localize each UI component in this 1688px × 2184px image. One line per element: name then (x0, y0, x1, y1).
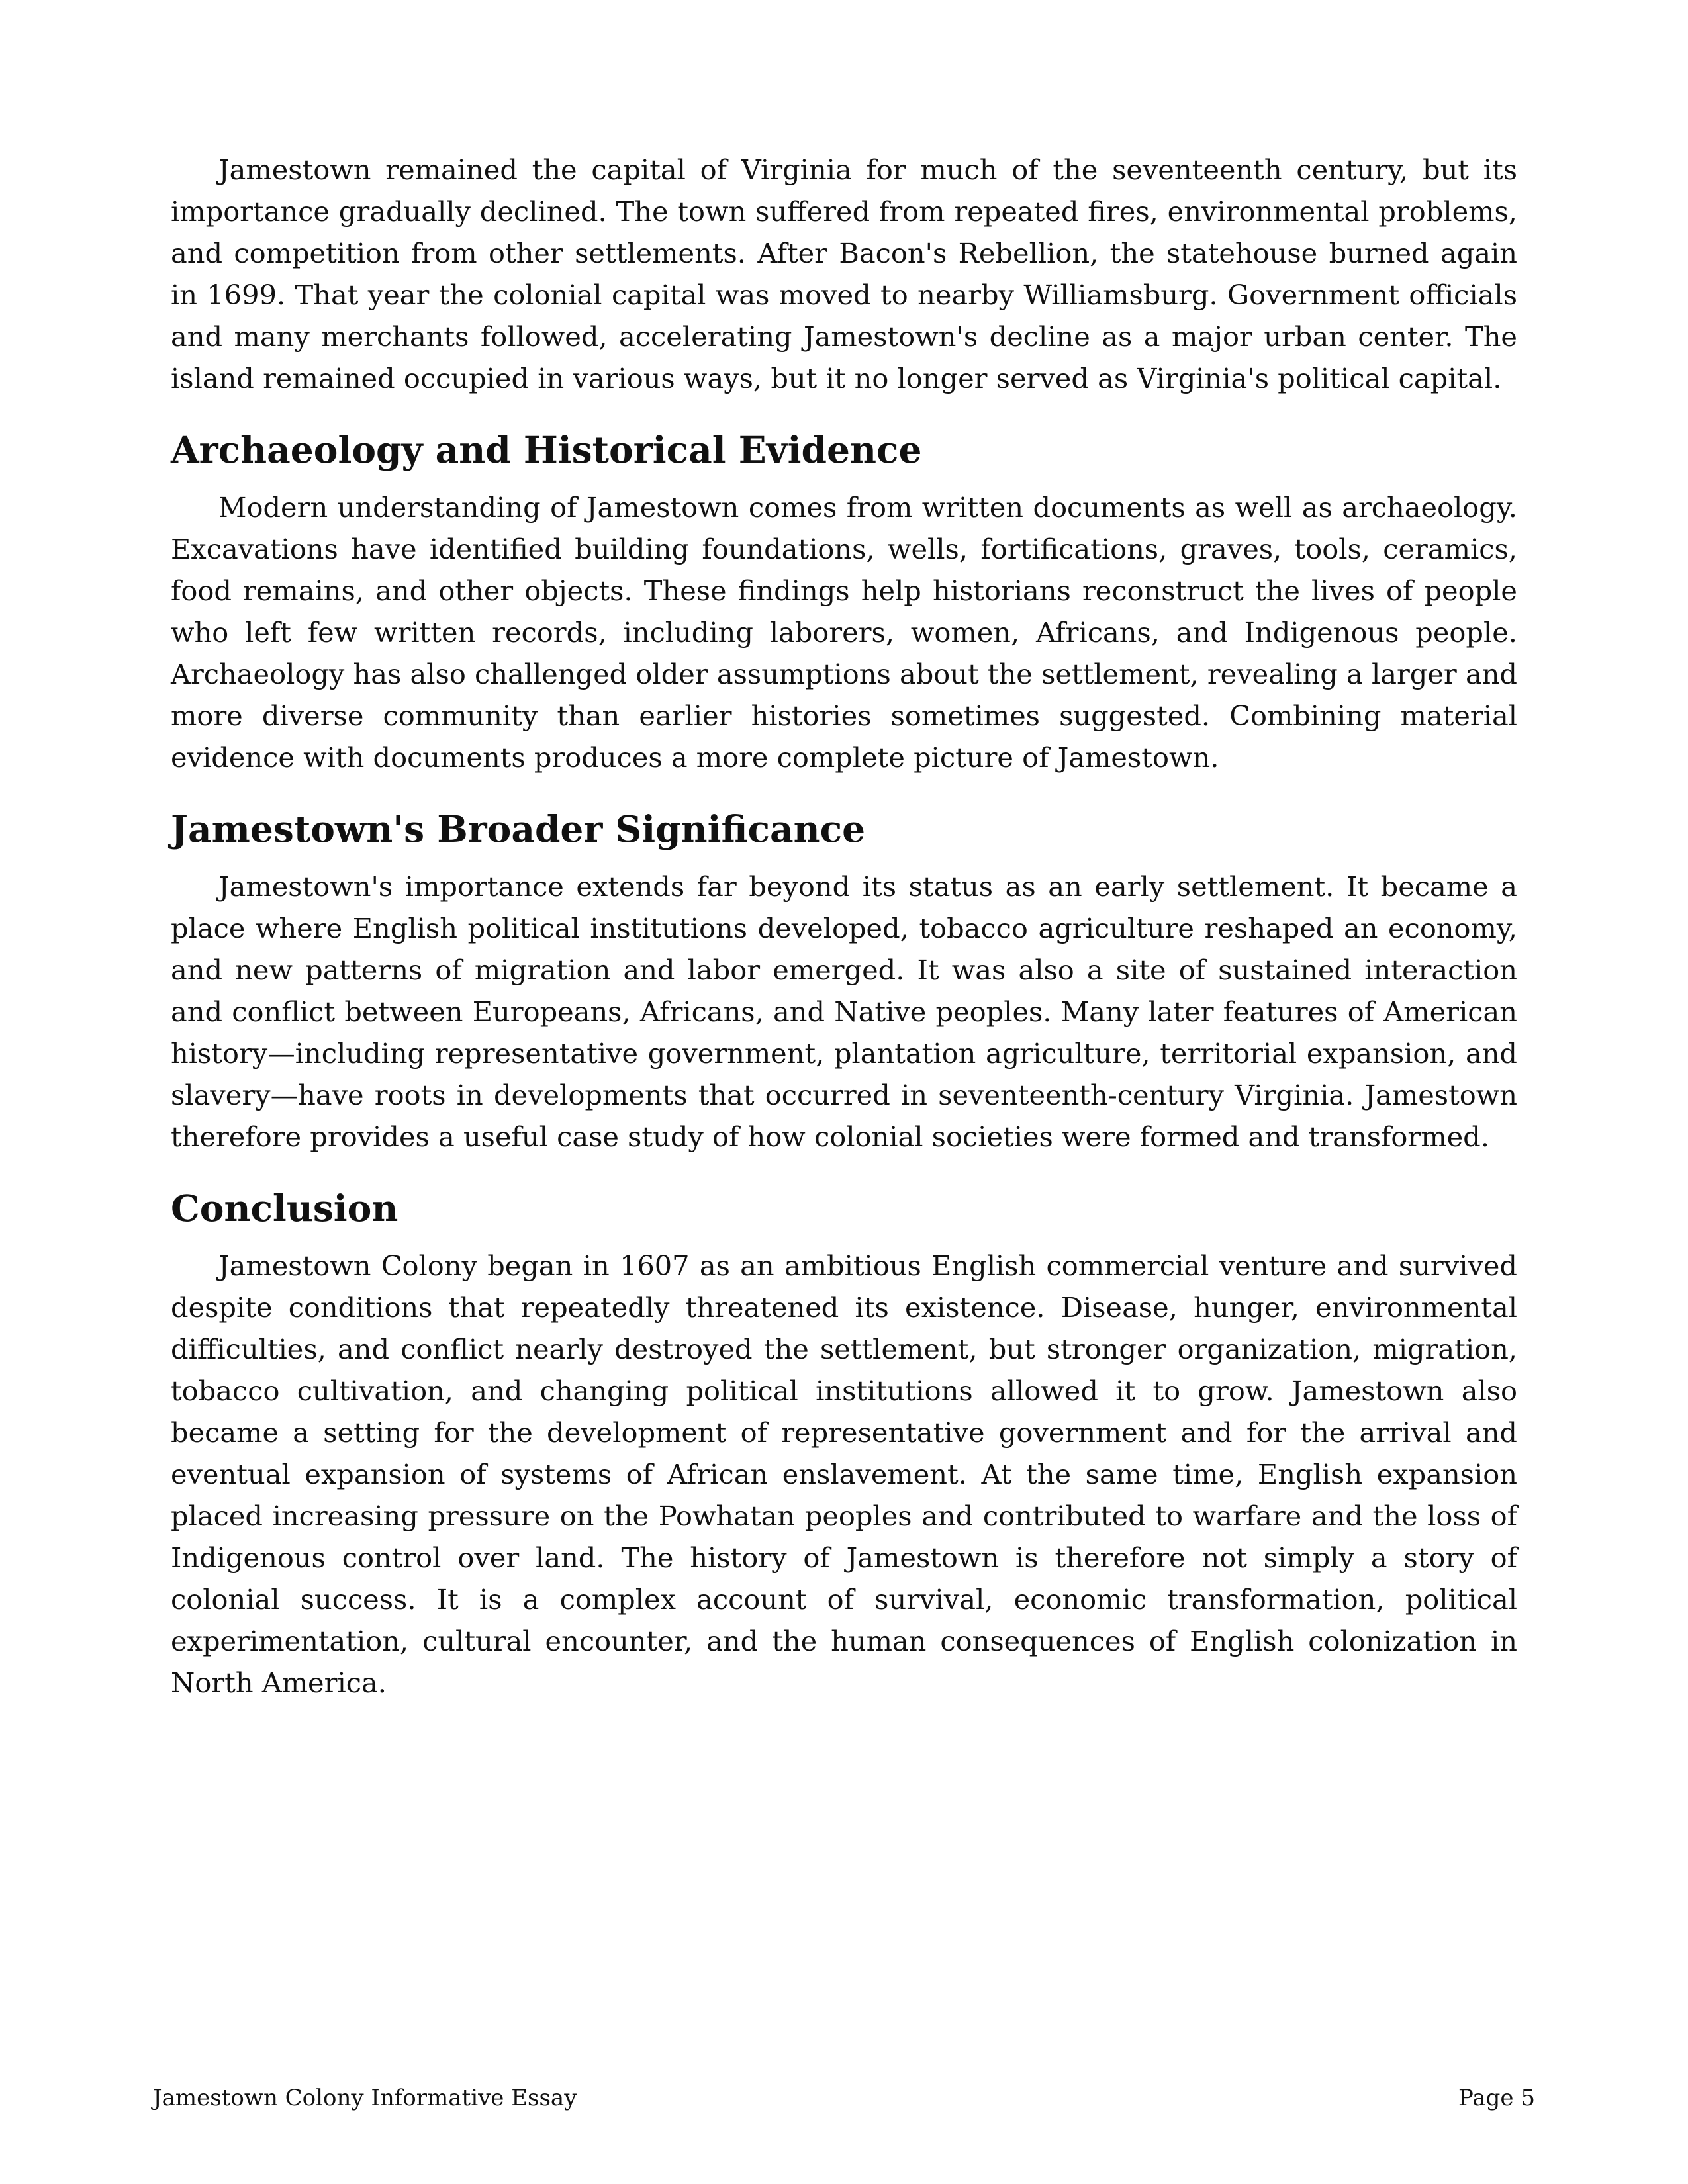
paragraph-capital-decline: Jamestown remained the capital of Virginia for much of the seventeenth century, but its importance gradually declined. The town suffered from repeated fires, environmental problems, and competition from other settlements. After Bacon's Rebellion, the statehouse burned again in 1699. That year the colonial capital was moved to nearby Williamsburg. Government officials and many merchants followed, accelerating Jamestown's decline as a major urban center. The island remained occupied in various ways, but it no longer served as Virginia's political capital. (171, 154, 1517, 394)
footer-document-title: Jamestown Colony Informative Essay (153, 2085, 577, 2111)
heading-conclusion: Conclusion (171, 1187, 399, 1230)
heading-archaeology: Archaeology and Historical Evidence (171, 428, 922, 471)
paragraph-archaeology: Modern understanding of Jamestown comes from written documents as well as archaeology. Excavations have identified building foundations, wells, fortifications, graves, tools, ceramics, food remains, and other objects. These findings help historians reconstruct the lives of people who left few written records, including laborers, women, Africans, and Indigenous people. Archaeology has also challenged older assumptions about the settlement, revealing a larger and more diverse community than earlier histories sometimes suggested. Combining material evidence with documents produces a more complete picture of Jamestown. (171, 491, 1517, 774)
footer-page-number: Page 5 (1458, 2085, 1535, 2111)
paragraph-conclusion: Jamestown Colony began in 1607 as an ambitious English commercial venture and survived despite conditions that repeatedly threatened its existence. Disease, hunger, environmental difficulties, and conflict nearly destroyed the settlement, but stronger organization, migration, tobacco cultivation, and changing political institutions allowed it to grow. Jamestown also became a setting for the development of representative government and for the arrival and eventual expansion of systems of African enslavement. At the same time, English expansion placed increasing pressure on the Powhatan peoples and contributed to warfare and the loss of Indigenous control over land. The history of Jamestown is therefore not simply a story of colonial success. It is a complex account of survival, economic transformation, political experimentation, cultural encounter, and the human consequences of English colonization in North America. (171, 1250, 1517, 1699)
document-body (171, 149, 1517, 1704)
heading-significance: Jamestown's Broader Significance (171, 807, 866, 850)
paragraph-significance: Jamestown's importance extends far beyond its status as an early settlement. It became a place where English political institutions developed, tobacco agriculture reshaped an economy, and new patterns of migration and labor emerged. It was also a site of sustained interaction and conflict between Europeans, Africans, and Native peoples. Many later features of American history—including representative government, plantation agriculture, territorial expansion, and slavery—have roots in developments that occurred in seventeenth-century Virginia. Jamestown therefore provides a useful case study of how colonial societies were formed and transformed. (171, 870, 1517, 1153)
